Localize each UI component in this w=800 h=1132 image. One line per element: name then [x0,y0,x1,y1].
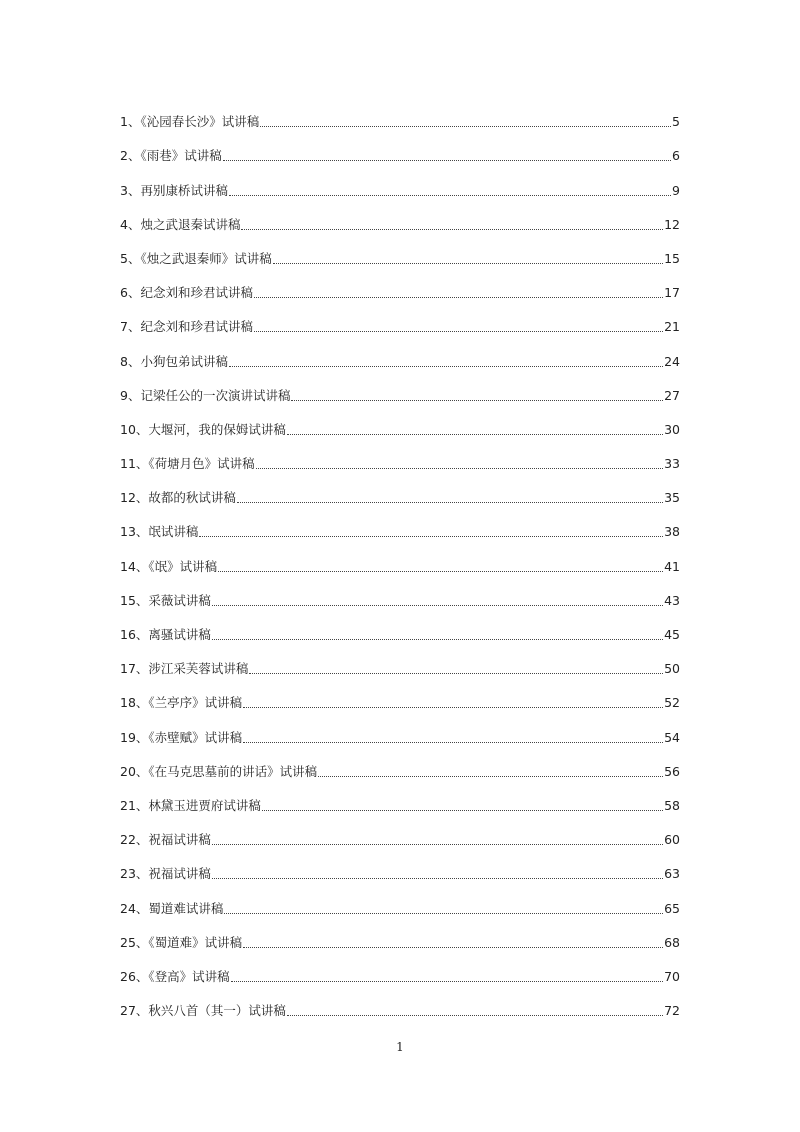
dot-leader [287,1015,663,1016]
toc-entry-page: 9 [672,182,680,198]
toc-entry-page: 68 [664,934,680,950]
toc-entry[interactable] [120,508,680,542]
toc-entry-page: 43 [664,592,680,608]
toc-entry-title: 2、《雨巷》试讲稿 [120,148,222,164]
dot-leader [212,878,663,879]
toc-entry[interactable] [120,645,680,679]
toc-entry-title: 7、纪念刘和珍君试讲稿 [120,319,253,335]
dot-leader [273,263,663,264]
toc-entry[interactable] [120,132,680,166]
toc-entry[interactable] [120,782,680,816]
dot-leader [229,195,671,196]
toc-entry-page: 6 [672,148,680,164]
dot-leader [229,366,663,367]
toc-entry-title: 15、采薇试讲稿 [120,592,211,608]
dot-leader [243,742,663,743]
toc-entry-page: 12 [664,216,680,232]
toc-entry[interactable] [120,235,680,269]
dot-leader [291,400,663,401]
dot-leader [249,673,663,674]
dot-leader [241,229,663,230]
toc-entry-page: 38 [664,524,680,540]
toc-entry-page: 17 [664,285,680,301]
toc-entry-title: 27、秋兴八首（其一）试讲稿 [120,1003,286,1019]
toc-entry-title: 5、《烛之武退秦师》试讲稿 [120,250,272,266]
toc-entry[interactable] [120,542,680,576]
toc-entry-page: 45 [664,627,680,642]
toc-entry[interactable] [120,474,680,508]
toc-entry[interactable] [120,919,680,953]
toc-entry[interactable] [120,577,680,611]
toc-entry-page: 52 [664,695,680,711]
dot-leader [218,571,663,572]
dot-leader [199,536,663,537]
dot-leader [256,468,663,469]
dot-leader [212,844,663,845]
toc-entry-title: 6、纪念刘和珍君试讲稿 [120,285,253,301]
toc-entry[interactable] [120,406,680,440]
dot-leader [224,913,663,914]
toc-entry[interactable] [120,884,680,918]
toc-entry-page: 5 [672,114,680,130]
dot-leader [231,981,663,982]
toc-entry-page: 60 [664,832,680,848]
toc-entry-title: 25、《蜀道难》试讲稿 [120,934,243,950]
dot-leader [223,160,671,161]
toc-entry-title: 21、林黛玉进贾府试讲稿 [120,797,261,813]
dot-leader [254,331,663,332]
toc-entry[interactable] [120,201,680,235]
toc-entry[interactable] [120,850,680,884]
toc-entry-page: 24 [664,353,680,369]
dot-leader [254,297,663,298]
toc-entry-page: 54 [664,729,680,745]
toc-entry-page: 27 [664,387,680,403]
toc-entry[interactable] [120,98,680,132]
toc-entry-page: 70 [664,968,680,984]
toc-entry-title: 18、《兰亭序》试讲稿 [120,695,243,711]
toc-entry-title: 14、《氓》试讲稿 [120,558,218,574]
dot-leader [318,776,663,777]
toc-entry-title: 26、《登高》试讲稿 [120,968,230,984]
toc-entry-title: 12、故都的秋试讲稿 [120,490,236,506]
toc-entry-page: 56 [664,763,680,779]
toc-entry-title: 23、祝福试讲稿 [120,866,211,882]
dot-leader [243,947,663,948]
dot-leader [262,810,663,811]
toc-entry-page: 15 [664,250,680,266]
toc-entry[interactable] [120,372,680,406]
toc-entry[interactable] [120,953,680,987]
toc-entry-title: 22、祝福试讲稿 [120,832,211,848]
toc-entry-page: 63 [664,866,680,882]
toc-entry-page: 65 [664,900,680,916]
toc-entry-title: 20、《在马克思墓前的讲话》试讲稿 [120,763,318,779]
toc-entry[interactable] [120,166,680,200]
toc-entry[interactable] [120,440,680,474]
toc-entry[interactable] [120,337,680,371]
table-of-contents [120,98,680,1021]
toc-entry-title: 24、蜀道难试讲稿 [120,900,224,916]
dot-leader [287,434,663,435]
toc-entry-page: 58 [664,797,680,813]
toc-entry-title: 10、大堰河，我的保姆试讲稿 [120,421,286,437]
toc-entry-title: 8、小狗包弟试讲稿 [120,353,228,369]
dot-leader [243,707,663,708]
toc-entry[interactable] [120,987,680,1021]
toc-entry-title: 16、离骚试讲稿 [120,627,211,642]
toc-entry[interactable] [120,611,680,645]
dot-leader [212,639,663,640]
page-number: 1 [396,1040,404,1054]
dot-leader [212,605,663,606]
toc-entry[interactable] [120,679,680,713]
toc-entry[interactable] [120,713,680,747]
toc-entry-page: 30 [664,421,680,437]
toc-entry[interactable] [120,303,680,337]
toc-entry-title: 3、再别康桥试讲稿 [120,182,228,198]
toc-entry[interactable] [120,269,680,303]
toc-entry[interactable] [120,816,680,850]
toc-entry-title: 11、《荷塘月色》试讲稿 [120,456,255,472]
toc-entry-title: 9、记梁任公的一次演讲试讲稿 [120,387,291,403]
dot-leader [237,502,663,503]
dot-leader [260,126,671,127]
toc-entry-page: 33 [664,456,680,472]
toc-entry-title: 17、涉江采芙蓉试讲稿 [120,661,249,677]
toc-entry-page: 35 [664,490,680,506]
toc-entry-page: 72 [664,1003,680,1019]
toc-entry[interactable] [120,748,680,782]
toc-entry-page: 21 [664,319,680,335]
toc-entry-title: 19、《赤壁赋》试讲稿 [120,729,243,745]
toc-entry-page: 50 [664,661,680,677]
toc-entry-page: 41 [664,558,680,574]
toc-entry-title: 4、烛之武退秦试讲稿 [120,216,241,232]
toc-entry-title: 1、《沁园春长沙》试讲稿 [120,114,260,130]
toc-entry-title: 13、氓试讲稿 [120,524,199,540]
